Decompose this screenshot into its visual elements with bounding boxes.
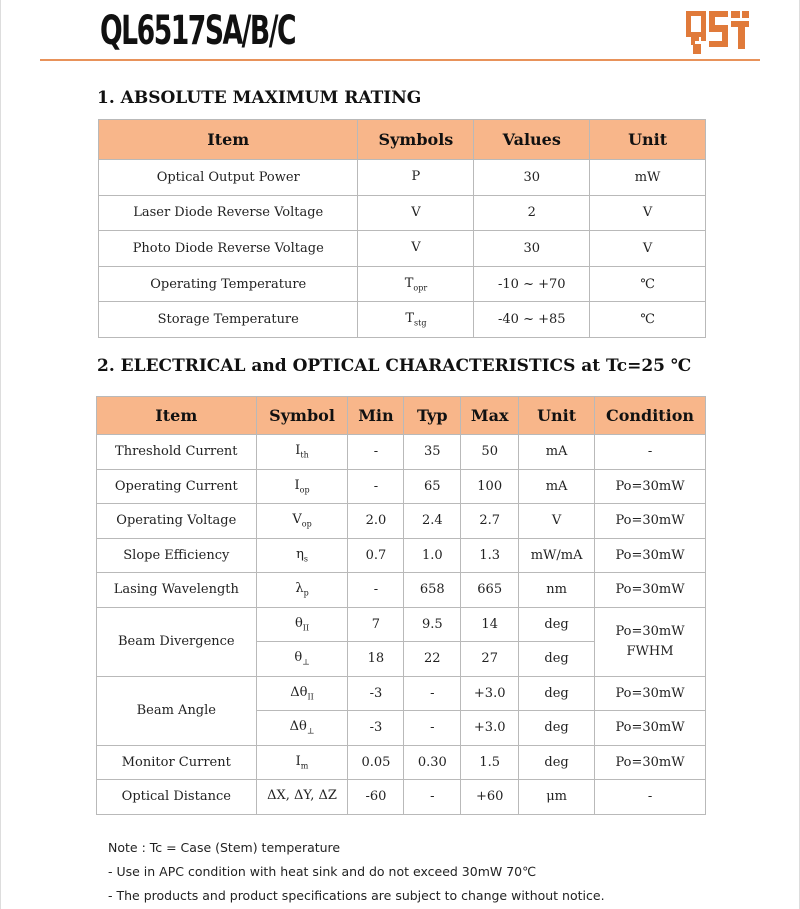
symbol-text: V [411,240,421,256]
table-row [97,745,706,780]
table-row [97,538,706,573]
symbol-text: V [411,204,421,220]
min-cell: - [348,435,404,470]
condition-cell: Po=30mW [595,573,706,608]
symbol-cell [358,266,474,302]
symbol-text: T [404,275,414,291]
header-values: Values [474,120,590,160]
page-left-edge [0,0,1,909]
symbol-text: V [292,512,302,528]
symbol-subscript: II [307,692,314,702]
symbol-subscript: m [300,761,309,771]
condition-cell: - [595,780,706,815]
typ-cell: 65 [404,469,461,504]
unit-cell: deg [519,711,595,746]
unit-cell: ℃ [590,302,706,338]
table-row [97,607,706,642]
table-row [99,302,706,338]
condition-cell: Po=30mW [595,745,706,780]
symbol-cell [256,607,348,642]
note-line: - Use in APC condition with heat sink and do not exceed 30mW 70℃ [108,864,537,879]
max-cell: 100 [461,469,519,504]
unit-cell: mA [519,435,595,470]
max-cell: 2.7 [461,504,519,539]
header-unit: Unit [519,397,595,435]
table-row [97,573,706,608]
condition-cell: - [595,435,706,470]
note-line: - The products and product specifications are subject to change without notice. [108,888,605,903]
electrical-optical-table [96,396,706,815]
symbol-cell [256,780,348,815]
unit-cell: mA [519,469,595,504]
table-row [97,504,706,539]
symbol-cell [256,676,348,711]
typ-cell: - [404,780,461,815]
notes [108,836,605,908]
header-condition: Condition [595,397,706,435]
symbol-subscript: stg [414,318,427,328]
typ-cell: 9.5 [404,607,461,642]
min-cell: 2.0 [348,504,404,539]
unit-cell: V [519,504,595,539]
condition-cell [595,607,706,676]
table-row [97,435,706,470]
table-row [99,266,706,302]
condition-cell: Po=30mW [595,676,706,711]
symbol-cell [256,711,348,746]
table-header-row [97,397,706,435]
symbol-text: I [295,753,301,769]
table-row [97,469,706,504]
typ-cell: 658 [404,573,461,608]
symbol-cell [256,469,348,504]
unit-cell: μm [519,780,595,815]
symbol-cell [256,573,348,608]
document-title: QL6517SA/B/C [100,8,296,54]
item-cell: Optical Output Power [99,160,358,196]
section1-heading: 1. ABSOLUTE MAXIMUM RATING [97,88,422,108]
symbol-subscript: p [303,589,309,599]
max-cell: 27 [461,642,519,677]
symbol-cell [256,642,348,677]
symbol-text: θ [294,650,303,666]
symbol-cell [358,195,474,231]
value-cell: 2 [474,195,590,231]
condition-line: FWHM [626,643,674,659]
item-cell: Photo Diode Reverse Voltage [99,231,358,267]
symbol-subscript: s [303,554,308,564]
min-cell: -60 [348,780,404,815]
symbol-text: η [296,546,304,562]
table-header-row [99,120,706,160]
header-max: Max [461,397,519,435]
table-row [97,676,706,711]
symbol-subscript: op [299,485,310,495]
symbol-subscript: opr [413,283,428,293]
company-logo [684,9,752,56]
symbol-cell [358,302,474,338]
max-cell: 14 [461,607,519,642]
table-row [99,160,706,196]
value-cell: -40 ~ +85 [474,302,590,338]
absolute-max-table [98,119,706,338]
max-cell: 1.3 [461,538,519,573]
min-cell: 7 [348,607,404,642]
max-cell: +3.0 [461,676,519,711]
symbol-cell [358,231,474,267]
unit-cell: nm [519,573,595,608]
symbol-cell [358,160,474,196]
value-cell: 30 [474,231,590,267]
header-typ: Typ [404,397,461,435]
condition-cell: Po=30mW [595,469,706,504]
max-cell: 1.5 [461,745,519,780]
value-cell: 30 [474,160,590,196]
symbol-text: I [294,477,300,493]
max-cell: +3.0 [461,711,519,746]
symbol-text: Δθ [289,719,307,735]
typ-cell: 0.30 [404,745,461,780]
item-cell: Monitor Current [97,745,257,780]
min-cell: - [348,469,404,504]
condition-cell: Po=30mW [595,538,706,573]
max-cell: +60 [461,780,519,815]
typ-cell: 1.0 [404,538,461,573]
table-row [99,195,706,231]
symbol-text: Δθ [290,684,308,700]
max-cell: 50 [461,435,519,470]
condition-cell: Po=30mW [595,711,706,746]
item-cell: Optical Distance [97,780,257,815]
min-cell: 0.7 [348,538,404,573]
symbol-subscript: op [301,520,312,530]
item-cell: Laser Diode Reverse Voltage [99,195,358,231]
unit-cell: ℃ [590,266,706,302]
item-cell: Slope Efficiency [97,538,257,573]
typ-cell: 22 [404,642,461,677]
header-symbols: Symbols [358,120,474,160]
item-cell: Threshold Current [97,435,257,470]
symbol-cell [256,538,348,573]
header-item: Item [99,120,358,160]
min-cell: -3 [348,711,404,746]
symbol-cell [256,504,348,539]
min-cell: -3 [348,676,404,711]
typ-cell: - [404,676,461,711]
min-cell: - [348,573,404,608]
header-min: Min [348,397,404,435]
symbol-text: θ [294,615,303,631]
symbol-subscript: II [302,623,310,633]
min-cell: 18 [348,642,404,677]
item-cell: Operating Temperature [99,266,358,302]
symbol-subscript: ⊥ [306,727,315,737]
symbol-subscript: th [300,451,309,461]
min-cell: 0.05 [348,745,404,780]
unit-cell: V [590,195,706,231]
item-cell: Lasing Wavelength [97,573,257,608]
typ-cell: - [404,711,461,746]
unit-cell: deg [519,676,595,711]
unit-cell: mW [590,160,706,196]
value-cell: -10 ~ +70 [474,266,590,302]
symbol-text: ΔX, ΔY, ΔZ [267,788,337,804]
item-cell: Operating Current [97,469,257,504]
condition-cell: Po=30mW [595,504,706,539]
header-unit: Unit [590,120,706,160]
unit-cell: deg [519,745,595,780]
typ-cell: 2.4 [404,504,461,539]
symbol-cell [256,435,348,470]
typ-cell: 35 [404,435,461,470]
symbol-cell [256,745,348,780]
header-symbol: Symbol [256,397,348,435]
item-cell: Storage Temperature [99,302,358,338]
header-item: Item [97,397,257,435]
max-cell: 665 [461,573,519,608]
unit-cell: V [590,231,706,267]
section2-heading: 2. ELECTRICAL and OPTICAL CHARACTERISTICS at Tc=25 ℃ [97,356,692,376]
item-cell: Beam Angle [97,676,257,745]
item-cell: Operating Voltage [97,504,257,539]
unit-cell: mW/mA [519,538,595,573]
unit-cell: deg [519,642,595,677]
symbol-text: λ [295,581,304,597]
symbol-text: P [411,169,421,184]
symbol-text: T [405,311,415,327]
table-row [97,780,706,815]
symbol-subscript: ⊥ [302,658,310,668]
symbol-text: I [295,443,301,459]
condition-line: Po=30mW [615,623,685,639]
unit-cell: deg [519,607,595,642]
table-row [99,231,706,267]
note-line: Note : Tc = Case (Stem) temperature [108,840,341,855]
header-rule [40,59,760,61]
item-cell: Beam Divergence [97,607,257,676]
